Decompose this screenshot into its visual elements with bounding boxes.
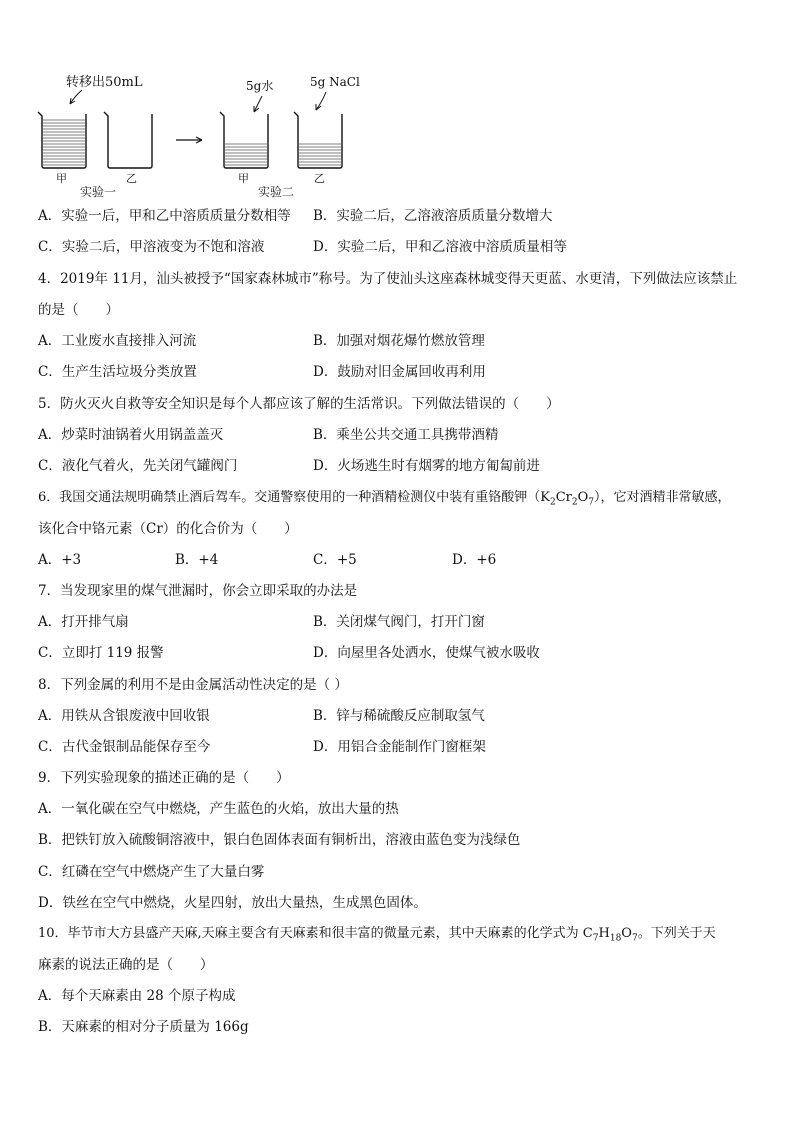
- q7-option-c: C．立即打 119 报警: [38, 645, 164, 661]
- q6-option-d: D．+6: [452, 552, 497, 568]
- label-yi-1: 乙: [126, 172, 137, 185]
- q8-option-d: D．用铝合金能制作门窗框架: [313, 739, 486, 755]
- q8-option-b: B．锌与稀硫酸反应制取氢气: [313, 708, 485, 724]
- q6-option-a: A．+3: [38, 552, 82, 568]
- q7-stem: 7．当发现家里的煤气泄漏时，你会立即采取的办法是: [38, 583, 358, 599]
- q9-option-a: A．一氧化碳在空气中燃烧，产生蓝色的火焰，放出大量的热: [38, 801, 399, 817]
- q4-stem-line1: 4．2019年 11月，汕头被授予“国家森林城市”称号。为了使汕头这座森林城变得天更蓝、水更清，下列做法应该禁止: [38, 271, 738, 287]
- q9-option-c: C．红磷在空气中燃烧产生了大量白雾: [38, 864, 265, 880]
- water-label: 5g水: [246, 79, 274, 93]
- q10-stem-line1: 10．毕节市大方县盛产天麻,天麻主要含有天麻素和很丰富的微量元素，其中天麻素的化学式为 $C_7H_{18}O_7$。下列关于天: [38, 926, 716, 944]
- q10-stem-line2: 麻素的说法正确的是（ ）: [38, 957, 214, 973]
- q9-option-d: D．铁丝在空气中燃烧，火星四射，放出大量热，生成黑色固体。: [38, 895, 427, 911]
- q9-option-b: B．把铁钉放入硫酸铜溶液中，银白色固体表面有铜析出，溶液由蓝色变为浅绿色: [38, 832, 521, 848]
- q3-option-a: A．实验一后，甲和乙中溶质质量分数相等: [38, 208, 291, 224]
- beaker-jia-2: [220, 112, 268, 168]
- caption-exp2: 实验二: [258, 185, 295, 198]
- q5-stem: 5．防火灭火自救等安全知识是每个人都应该了解的生活常识。下列做法错误的（ ）: [38, 396, 560, 412]
- nacl-label: 5g NaCl: [310, 75, 360, 89]
- q6-option-b: B．+4: [175, 552, 219, 568]
- q4-option-b: B．加强对烟花爆竹燃放管理: [313, 333, 485, 349]
- q5-option-d: D．火场逃生时有烟雾的地方匍匐前进: [313, 458, 540, 474]
- q10-option-b: B．天麻素的相对分子质量为 166g: [38, 1019, 249, 1035]
- q6-stem-line1: 6．我国交通法规明确禁止酒后驾车。交通警察使用的一种酒精检测仪中装有重铬酸钾$(K_2Cr_2O_7)$，它对酒精非常敏感，: [38, 490, 731, 508]
- q4-option-d: D．鼓励对旧金属回收再利用: [313, 364, 486, 380]
- caption-exp1: 实验一: [80, 185, 117, 198]
- q4-option-a: A．工业废水直接排入河流: [38, 333, 197, 349]
- q4-stem-line2: 的是（ ）: [38, 302, 119, 318]
- q7-option-b: B．关闭煤气阀门，打开门窗: [313, 614, 485, 630]
- q8-stem: 8．下列金属的利用不是由金属活动性决定的是（ ）: [38, 677, 348, 693]
- q5-option-b: B．乘坐公共交通工具携带酒精: [313, 427, 499, 443]
- label-yi-2: 乙: [314, 172, 325, 185]
- beaker-yi-2: [294, 112, 342, 168]
- q6-option-c: C．+5: [313, 552, 357, 568]
- q9-stem: 9．下列实验现象的描述正确的是（ ）: [38, 770, 290, 786]
- q3-option-b: B．实验二后，乙溶液溶质质量分数增大: [313, 208, 553, 224]
- transfer-label: 转移出50mL: [66, 75, 143, 90]
- q8-option-c: C．古代金银制品能保存至今: [38, 739, 211, 755]
- beaker-jia-1: [38, 112, 86, 168]
- q10-option-a: A．每个天麻素由 28 个原子构成: [38, 988, 236, 1004]
- q3-option-d: D．实验二后，甲和乙溶液中溶质质量相等: [313, 239, 567, 255]
- q4-option-c: C．生产生活垃圾分类放置: [38, 364, 197, 380]
- q7-option-a: A．打开排气扇: [38, 614, 129, 630]
- label-jia-1: 甲: [56, 172, 67, 185]
- experiment-figure: [30, 68, 370, 198]
- label-jia-2: 甲: [238, 172, 249, 185]
- q7-option-d: D．向屋里各处洒水，使煤气被水吸收: [313, 645, 540, 661]
- transfer-arrow-icon: [70, 90, 82, 104]
- q5-option-c: C．液化气着火，先关闭气罐阀门: [38, 458, 238, 474]
- beaker-yi-1: [104, 112, 152, 168]
- q5-option-a: A．炒菜时油锅着火用锅盖盖灭: [38, 427, 224, 443]
- q8-option-a: A．用铁从含银废液中回收银: [38, 708, 210, 724]
- right-arrow-icon: [176, 137, 202, 143]
- q6-stem-line2: 该化合中铬元素（Cr）的化合价为（ ）: [38, 521, 298, 537]
- q3-option-c: C．实验二后，甲溶液变为不饱和溶液: [38, 239, 265, 255]
